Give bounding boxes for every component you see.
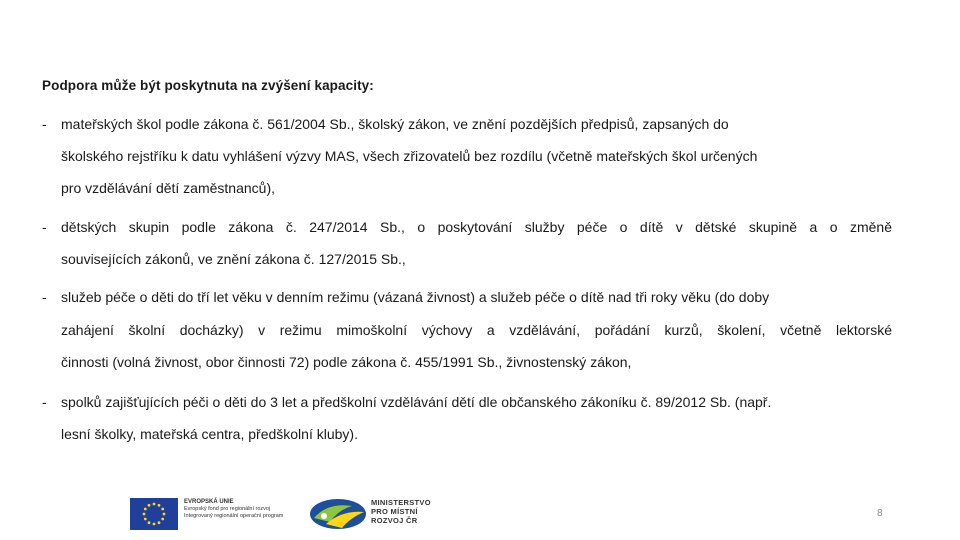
list-item-line: pro vzdělávání dětí zaměstnanců),: [61, 180, 276, 196]
ministry-line-3: ROZVOJ ČR: [371, 516, 418, 525]
list-item-line: souvisejících zákonů, ve znění zákona č. 127/2015 Sb.,: [61, 251, 406, 267]
list-dash: -: [42, 219, 47, 235]
list-item-line: mateřských škol podle zákona č. 561/2004 Sb., školský zákon, ve znění pozdějších předpisů, zapsaných do: [61, 116, 729, 132]
eu-fund-line: Evropský fond pro regionální rozvoj: [184, 506, 271, 512]
list-dash: -: [42, 394, 47, 410]
list-item-line: dětských skupin podle zákona č. 247/2014 Sb., o poskytování služby péče o dítě v dětské skupině a o změně: [61, 219, 892, 235]
page-number: 8: [877, 508, 883, 519]
eu-logo-text: [184, 499, 283, 520]
eu-flag-icon: [130, 498, 178, 530]
list-item-line: školského rejstříku k datu vyhlášení výzvy MAS, všech zřizovatelů bez rozdílu (včetně mateřských škol určených: [61, 148, 758, 164]
eu-title: EVROPSKÁ UNIE: [184, 499, 234, 505]
list-item-line: činnosti (volná živnost, obor činnosti 72) podle zákona č. 455/1991 Sb., živnostenský zákon,: [61, 354, 632, 370]
list-item-line: služeb péče o děti do tří let věku v denním režimu (vázaná živnost) a služeb péče o dítě nad tři roky věku (do doby: [61, 289, 770, 305]
ministry-line-1: MINISTERSTVO: [371, 498, 431, 507]
slide-heading: Podpora může být poskytnuta na zvýšení kapacity:: [42, 78, 374, 93]
ministry-logo-text: [371, 498, 431, 525]
list-item-line: spolků zajišťujících péči o děti do 3 let a předškolní vzdělávání dětí dle občanského zákoníku č. 89/2012 Sb. (např.: [61, 394, 772, 410]
list-item-line: zahájení školní docházky) v režimu mimoškolní výchovy a vzdělávání, pořádání kurzů, školení, včetně lektorské: [61, 322, 892, 338]
list-item-line: lesní školky, mateřská centra, předškolní kluby).: [61, 426, 358, 442]
list-dash: -: [42, 116, 47, 132]
ministry-line-2: PRO MÍSTNÍ: [371, 507, 418, 516]
list-dash: -: [42, 289, 47, 305]
ministry-logo-icon: [308, 496, 368, 532]
eu-program-line: Integrovaný regionální operační program: [184, 513, 284, 519]
